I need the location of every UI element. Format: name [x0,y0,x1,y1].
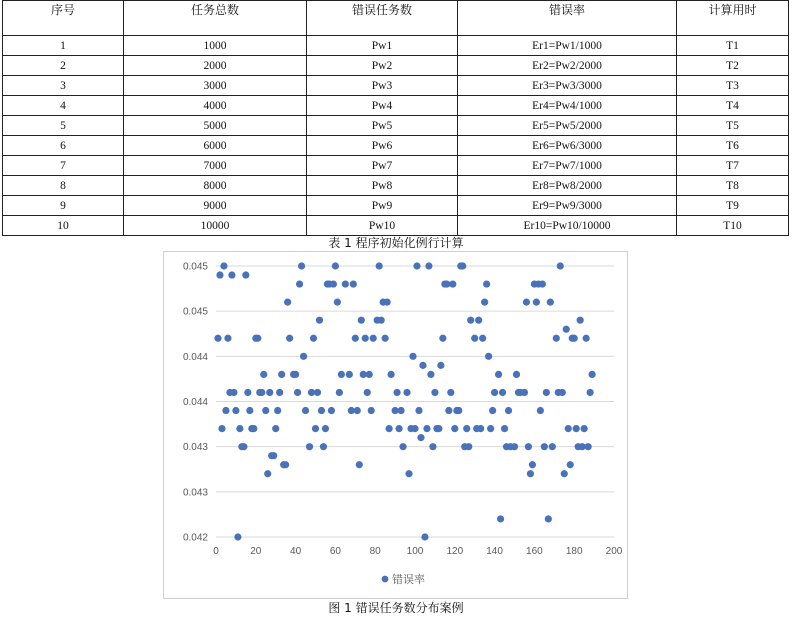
data-point [581,425,588,432]
data-point [543,389,550,396]
table-cell: 6 [3,136,124,156]
data-point [322,425,329,432]
table-row [3,176,789,196]
data-point [547,299,554,306]
data-point [382,335,389,342]
data-point [475,317,482,324]
data-point [346,371,353,378]
table-cell: Pw7 [307,156,458,176]
data-point [388,371,395,378]
data-point [384,299,391,306]
y-tick-label: 0.044 [182,397,208,408]
data-point [296,280,303,287]
data-point [356,461,363,468]
table-cell: T4 [677,96,789,116]
data-point [405,470,412,477]
data-point [214,335,221,342]
data-point [368,407,375,414]
table-cell: T3 [677,76,789,96]
x-tick-label: 140 [486,546,503,557]
table-cell: 3000 [124,76,307,96]
data-point [559,389,566,396]
table-cell: Pw2 [307,56,458,76]
header-compute-time: 计算用时 [677,1,789,36]
data-point [262,407,269,414]
data-point [497,515,504,522]
table-cell: Pw6 [307,136,458,156]
x-tick-label: 160 [526,546,543,557]
data-point [342,280,349,287]
x-tick-label: 60 [329,546,341,557]
data-table [2,0,789,236]
data-point [236,425,243,432]
data-point [399,443,406,450]
data-point [525,443,532,450]
x-tick-label: 100 [406,546,424,557]
data-point [306,443,313,450]
x-tick-label: 20 [250,546,262,557]
table-row [3,156,789,176]
data-point [302,407,309,414]
data-point [463,425,470,432]
data-point [545,515,552,522]
data-point [447,389,454,396]
table-cell: 4 [3,96,124,116]
data-point [318,407,325,414]
header-total-tasks: 任务总数 [124,1,307,36]
data-point [254,335,261,342]
data-point [366,371,373,378]
data-point [272,425,279,432]
data-point [437,362,444,369]
data-point [489,407,496,414]
data-point [328,407,335,414]
chart-canvas [164,252,629,600]
table-cell: Er4=Pw4/1000 [458,96,677,116]
table-row [3,76,789,96]
y-tick-label: 0.042 [182,532,208,544]
table-row [3,216,789,236]
data-point [334,299,341,306]
table-caption: 表 1 程序初始化例行计算 [328,236,464,250]
data-point [549,443,556,450]
header-error-tasks: 错误任务数 [307,1,458,36]
data-point [409,353,416,360]
data-point [266,389,273,396]
data-point [260,371,267,378]
table-cell: Pw3 [307,76,458,96]
data-point [320,443,327,450]
data-point [362,335,369,342]
data-point [278,371,285,378]
data-point [393,389,400,396]
table-cell: 9 [3,196,124,216]
legend-label: 错误率 [392,573,425,586]
data-point [455,407,462,414]
data-point [397,407,404,414]
x-tick-label: 200 [605,546,623,557]
data-point [224,335,231,342]
data-point [589,371,596,378]
data-point [332,262,339,269]
table-cell: 7000 [124,156,307,176]
data-point [413,262,420,269]
data-point [483,280,490,287]
data-point [358,317,365,324]
data-point [234,533,241,540]
data-point [292,371,299,378]
data-point [423,425,430,432]
table-header-row [3,1,789,36]
table-cell: 2 [3,56,124,76]
data-point [491,389,498,396]
data-point [240,443,247,450]
data-point [485,353,492,360]
data-point [403,389,410,396]
data-point [459,262,466,269]
data-point [561,470,568,477]
data-point [376,262,383,269]
data-point [467,317,474,324]
data-point [541,443,548,450]
table-cell: 5 [3,116,124,136]
data-point [282,461,289,468]
table-cell: Pw4 [307,96,458,116]
table-cell: Er7=Pw7/1000 [458,156,677,176]
data-point [350,280,357,287]
data-point [354,407,361,414]
table-cell: Pw5 [307,116,458,136]
data-point [577,317,584,324]
data-point [481,299,488,306]
table-cell: 1 [3,36,124,56]
data-point [421,533,428,540]
x-tick-label: 80 [369,546,381,557]
data-point [521,389,528,396]
y-tick-label: 0.043 [182,442,208,454]
data-point [527,470,534,477]
data-point [222,407,229,414]
data-point [244,389,251,396]
data-point [284,299,291,306]
y-tick-label: 0.045 [182,261,208,273]
table-cell: Er3=Pw3/3000 [458,76,677,96]
data-point [395,425,402,432]
data-point [276,389,283,396]
data-point [300,353,307,360]
table-cell: Er2=Pw2/2000 [458,56,677,76]
data-point [523,299,530,306]
data-point [310,335,317,342]
data-point [264,470,271,477]
data-point [274,407,281,414]
data-point [415,407,422,414]
data-point [487,425,494,432]
data-point [316,317,323,324]
data-point [370,335,377,342]
data-point [585,443,592,450]
data-point [573,425,580,432]
table-cell: 5000 [124,116,307,136]
data-point [338,371,345,378]
data-point [352,335,359,342]
data-point [499,389,506,396]
table-cell: Er9=Pw9/3000 [458,196,677,216]
table-cell: Er6=Pw6/3000 [458,136,677,156]
table-cell: Pw9 [307,196,458,216]
table-cell: Er1=Pw1/1000 [458,36,677,56]
data-point [587,389,594,396]
data-point [232,407,239,414]
legend-marker [382,576,389,583]
data-point [270,452,277,459]
data-point [411,425,418,432]
data-point [553,335,560,342]
data-point [216,271,223,278]
table-cell: 9000 [124,196,307,216]
data-point [533,299,540,306]
data-point [477,425,484,432]
table-cell: 2000 [124,56,307,76]
header-index: 序号 [3,1,124,36]
table-cell: Er8=Pw8/2000 [458,176,677,196]
table-cell: T1 [677,36,789,56]
data-point [571,335,578,342]
data-point [417,434,424,441]
table-cell: 3 [3,76,124,96]
data-point [242,271,249,278]
data-point [228,271,235,278]
data-point [312,425,319,432]
table-row [3,96,789,116]
data-point [449,280,456,287]
table-cell: Pw10 [307,216,458,236]
data-point [429,443,436,450]
table-cell: T8 [677,176,789,196]
header-error-rate: 错误率 [458,1,677,36]
table-row [3,116,789,136]
scatter-chart [163,251,628,599]
table-cell: Er5=Pw5/2000 [458,116,677,136]
table-cell: 7 [3,156,124,176]
data-point [258,389,265,396]
table-cell: T10 [677,216,789,236]
data-point [567,461,574,468]
data-point [439,335,446,342]
table-cell: T2 [677,56,789,76]
data-point [557,262,564,269]
table-cell: 8000 [124,176,307,196]
table-cell: 4000 [124,96,307,116]
data-point [314,389,321,396]
data-point [479,335,486,342]
x-tick-label: 0 [213,546,219,557]
data-point [451,425,458,432]
data-point [386,425,393,432]
table-cell: T5 [677,116,789,136]
data-point [298,262,305,269]
data-point [427,371,434,378]
table-row [3,196,789,216]
table-cell: 10000 [124,216,307,236]
data-point [465,443,472,450]
data-point [505,407,512,414]
data-point [230,389,237,396]
table-cell: Pw8 [307,176,458,196]
data-point [246,407,253,414]
table-cell: T9 [677,196,789,216]
table-cell: 10 [3,216,124,236]
data-point [294,389,301,396]
data-point [364,389,371,396]
data-point [511,443,518,450]
data-point [435,425,442,432]
data-point [565,425,572,432]
x-tick-label: 120 [446,546,464,557]
data-point [537,407,544,414]
data-point [218,425,225,432]
data-point [431,389,438,396]
data-point [425,262,432,269]
x-tick-label: 180 [565,546,583,557]
table-cell: T7 [677,156,789,176]
table-cell: 8 [3,176,124,196]
data-point [471,335,478,342]
data-point [250,425,257,432]
x-tick-label: 40 [290,546,302,557]
data-point [286,335,293,342]
data-point [501,425,508,432]
table-cell: Pw1 [307,36,458,56]
data-point [330,280,337,287]
table-row [3,136,789,156]
table-row [3,36,789,56]
data-point [529,461,536,468]
data-point [220,262,227,269]
table-cell: T6 [677,136,789,156]
data-point [336,389,343,396]
data-point [513,371,520,378]
table-cell: 1000 [124,36,307,56]
data-point [583,335,590,342]
table-cell: Er10=Pw10/10000 [458,216,677,236]
data-point [378,317,385,324]
y-tick-label: 0.043 [182,487,208,499]
table-cell: 6000 [124,136,307,156]
data-point [445,407,452,414]
y-tick-label: 0.045 [182,306,208,318]
data-point [419,362,426,369]
data-point [563,326,570,333]
data-point [539,280,546,287]
data-point [495,371,502,378]
figure-caption: 图 1 错误任务数分布案例 [328,601,464,615]
table-row [3,56,789,76]
y-tick-label: 0.044 [182,351,208,363]
